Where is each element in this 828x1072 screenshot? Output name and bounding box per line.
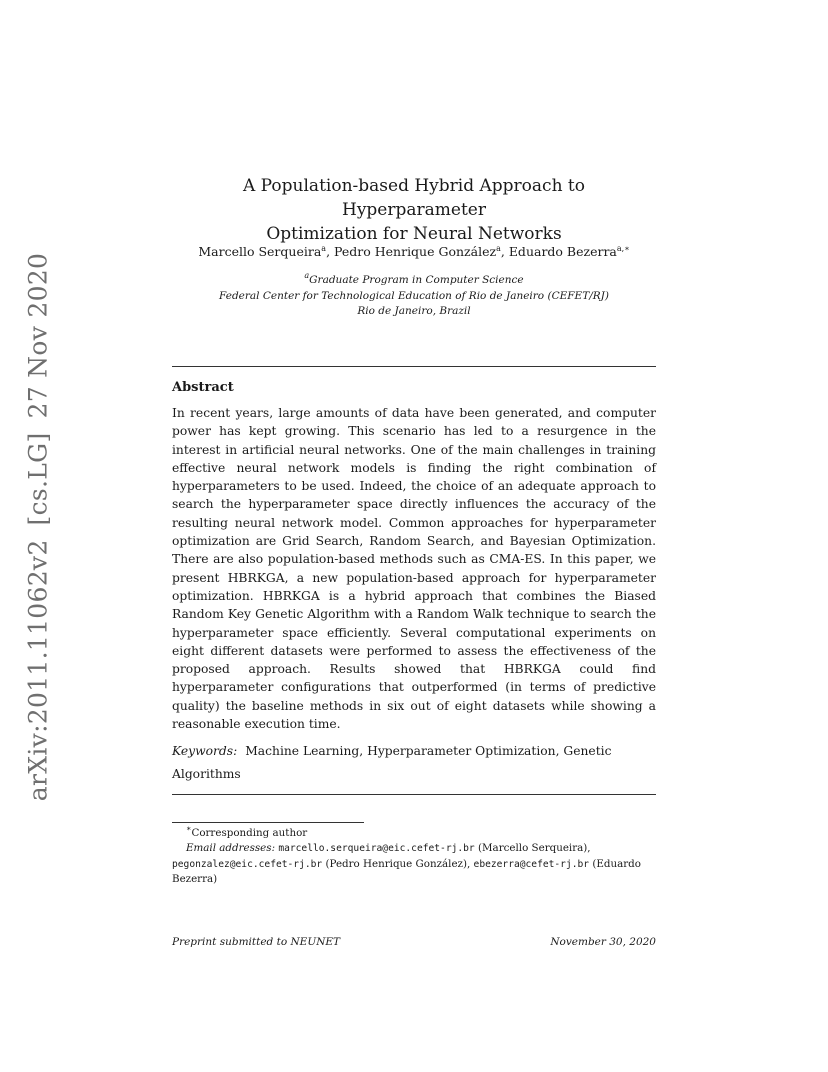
email-owner: (Eduardo Bezerra) [172, 857, 641, 886]
author-name: Pedro Henrique González [334, 244, 497, 259]
author-mark: a [496, 244, 501, 253]
arxiv-category: [cs.LG] [23, 432, 53, 526]
email-link[interactable]: marcello.serqueira@eic.cefet-rj.br [278, 842, 475, 854]
keywords-text: Machine Learning, Hyperparameter Optimization, Genetic Algorithms [172, 744, 612, 781]
arxiv-id: arXiv:2011.11062v2 [23, 539, 53, 802]
email-label: Email addresses: [186, 841, 276, 854]
affiliation-mark: a [304, 271, 310, 280]
email-owner: (Marcello Serqueira), [478, 841, 591, 854]
affiliation-line-2: Federal Center for Technological Education of Rio de Janeiro (CEFET/RJ) [219, 289, 609, 302]
author-list: Marcello Serqueira$^a$, Pedro Henrique González$^a$, Eduardo Bezerra$^{a,∗}$ [198, 244, 630, 259]
arxiv-identifier [24, 239, 53, 801]
abstract-bottom-rule [172, 794, 656, 795]
abstract-top-rule [172, 366, 656, 367]
keywords [172, 740, 656, 786]
abstract-heading: Abstract [172, 380, 234, 395]
footnote [172, 826, 656, 887]
affiliation-line-3: Rio de Janeiro, Brazil [357, 305, 471, 317]
author-name: Eduardo Bezerra [508, 244, 617, 259]
title-line-1: A Population-based Hybrid Approach to Hyperparameter [243, 176, 585, 220]
corresponding-mark: ∗ [186, 824, 192, 833]
affiliation [172, 273, 656, 320]
abstract-body: In recent years, large amounts of data have been generated, and computer power has kept growing. This scenario has led to a resurgence in the interest in artificial neural networks. One of the main challenges in training effective neural network models is finding the right combination of hyperparameters to be used. Indeed, the choice of an adequate approach to search the hyperparameter space directly influences the accuracy of the resulting neural network model. Common approaches for hyperparameter optimization are Grid Search, Random Search, and Bayesian Optimization. There are also population-based methods such as CMA-ES. In this paper, we present HBRKGA, a new population-based approach for hyperparameter optimization. HBRKGA is a hybrid approach that combines the Biased Random Key Genetic Algorithm with a Random Walk technique to search the hyperparameter space efficiently. Several computational experiments on eight different datasets were performed to assess the effectiveness of the proposed approach. Results showed that HBRKGA could find hyperparameter configurations that outperformed (in terms of predictive quality) the baseline methods in six out of eight datasets while showing a reasonable execution time. [172, 406, 656, 732]
preprint-note: Preprint submitted to NEUNET [172, 936, 341, 948]
affiliation-line-1: Graduate Program in Computer Science [309, 274, 524, 286]
email-list [172, 841, 656, 887]
author-name: Marcello Serqueira [198, 244, 322, 259]
paper-title [172, 174, 656, 246]
author-mark: a [321, 244, 327, 253]
footnote-rule [172, 822, 364, 823]
email-link[interactable]: ebezerra@cefet-rj.br [473, 858, 590, 870]
title-line-2: Optimization for Neural Networks [266, 224, 562, 244]
keywords-label: Keywords: [172, 744, 238, 758]
arxiv-date: 27 Nov 2020 [23, 252, 53, 419]
corresponding-text: Corresponding author [191, 827, 308, 839]
corresponding-note [172, 826, 656, 841]
author-mark: a,∗ [616, 244, 630, 253]
preprint-date: November 30, 2020 [550, 936, 656, 948]
email-link[interactable]: pegonzalez@eic.cefet-rj.br [172, 858, 323, 870]
email-owner: (Pedro Henrique González), [325, 857, 471, 870]
